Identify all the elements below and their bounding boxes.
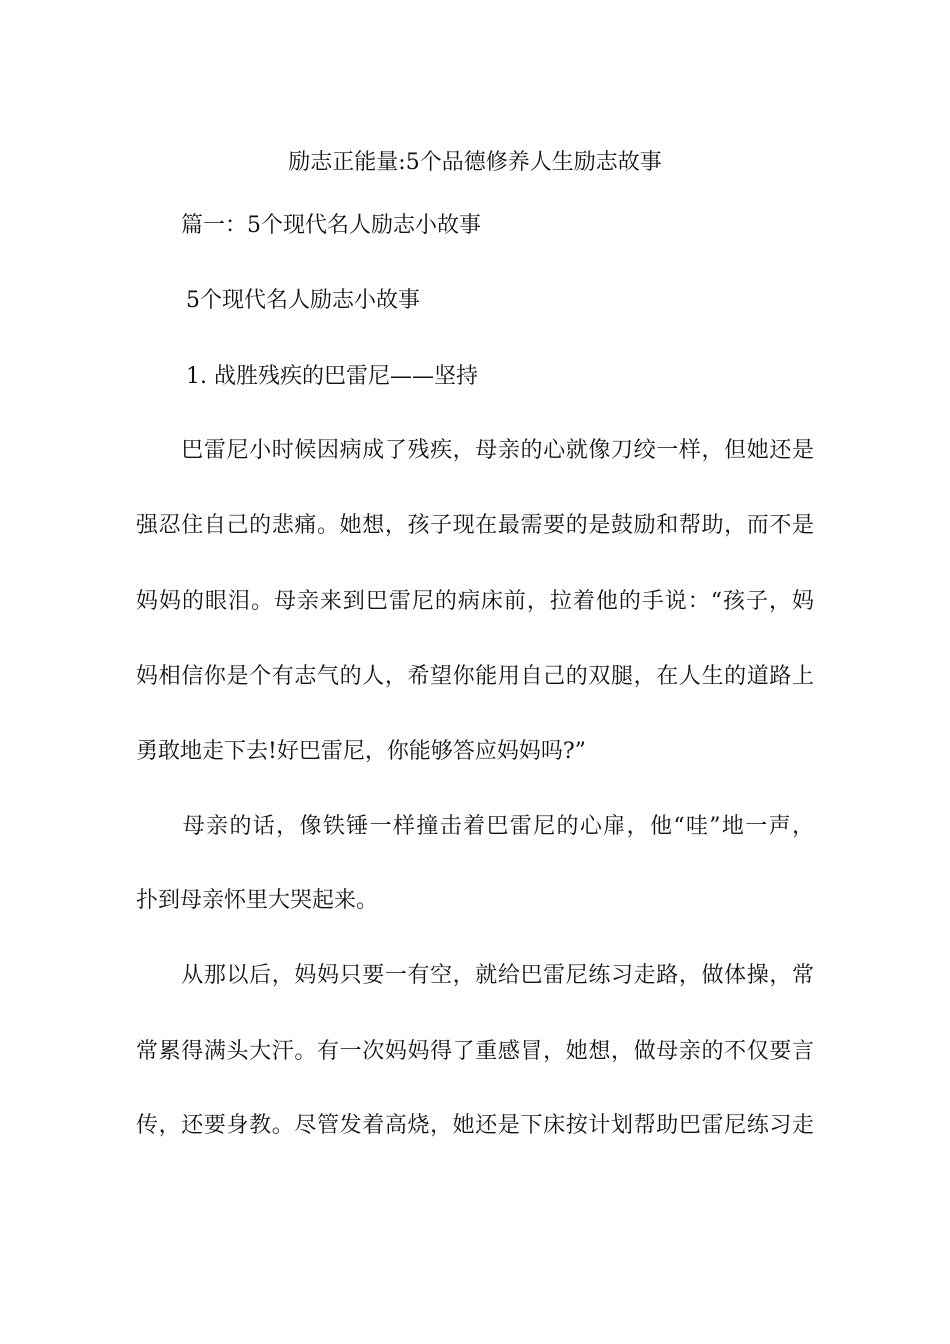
paragraph-text: 妈妈的眼泪。母亲来到巴雷尼的病床前，拉着他的手说：“孩子，妈 <box>136 589 814 614</box>
subheading: 5个现代名人励志小故事 <box>186 288 420 313</box>
paragraph-3-line-2 <box>136 1037 814 1067</box>
paragraph-1-line-1 <box>136 436 814 466</box>
paragraph-text: 从那以后，妈妈只要一有空，就给巴雷尼练习走路，做体操，常 <box>136 963 814 988</box>
paragraph-text: 妈相信你是个有志气的人，希望你能用自己的双腿，在人生的道路上 <box>136 664 814 689</box>
paragraph-2-line-2 <box>136 886 814 916</box>
paragraph-3-line-1 <box>136 961 814 991</box>
paragraph-1-line-2 <box>136 511 814 541</box>
story-heading: 1. 战胜残疾的巴雷尼——坚持 <box>186 364 478 389</box>
paragraph-text: 巴雷尼小时候因病成了残疾，母亲的心就像刀绞一样，但她还是 <box>136 438 814 463</box>
paragraph-text: 强忍住自己的悲痛。她想，孩子现在最需要的是鼓励和帮助，而不是 <box>136 513 814 538</box>
paragraph-text: 母亲的话，像铁锤一样撞击着巴雷尼的心扉，他“哇”地一声， <box>136 814 814 839</box>
paragraph-1-line-4 <box>136 662 814 692</box>
paragraph-text: 常累得满头大汗。有一次妈妈得了重感冒，她想，做母亲的不仅要言 <box>136 1039 814 1064</box>
paragraph-2-line-1 <box>136 812 814 842</box>
part-heading: 篇一：5个现代名人励志小故事 <box>181 213 481 238</box>
paragraph-3-line-3 <box>136 1111 814 1141</box>
paragraph-text: 传，还要身教。尽管发着高烧，她还是下床按计划帮助巴雷尼练习走 <box>136 1113 814 1138</box>
document-title: 励志正能量:5个品德修养人生励志故事 <box>288 150 662 175</box>
paragraph-1-line-3 <box>136 587 814 617</box>
paragraph-text: 勇敢地走下去!好巴雷尼，你能够答应妈妈吗?” <box>136 739 586 764</box>
paragraph-text: 扑到母亲怀里大哭起来。 <box>136 888 379 913</box>
paragraph-1-line-5 <box>136 737 814 767</box>
